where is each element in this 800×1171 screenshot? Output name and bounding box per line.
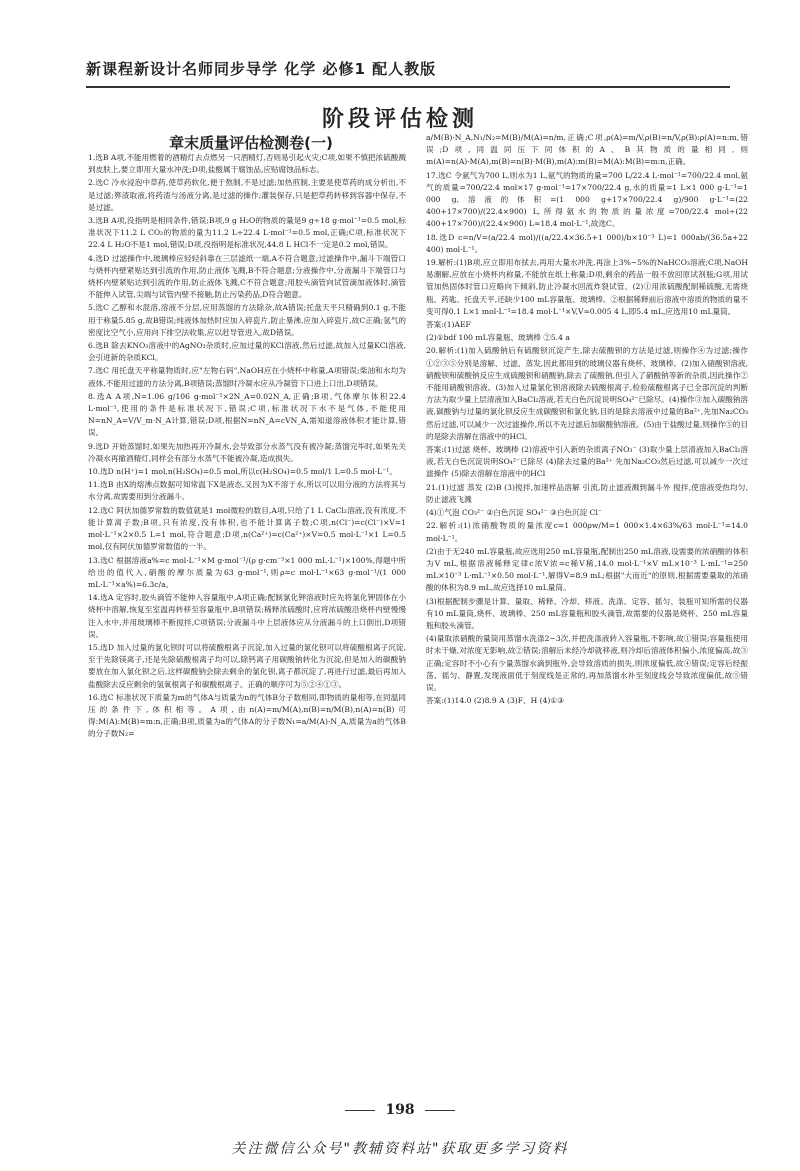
answer-item: a/M(B)·N_A,N₁/N₂=M(B)/M(A)=n/m,正确;C项,ρ(A)=m/V,ρ(B)=n/V,ρ(B):ρ(A)=n:m,错误;D项,同温同压下同体积的A、B其物质的量相同,则m(A)=n(A)·M(A),m(B)=n(B)·M(B),m(A):m(B)=M(A):M(B)=m:n,正确。 — [426, 133, 748, 167]
running-header: 新课程新设计名师同步导学 化学 必修1 配人教版 — [86, 52, 730, 88]
answer-item: 6.选B 除去KNO₃溶液中的AgNO₃杂质时,应加过量的KCl溶液,然后过滤,故加入过量KCl溶液,会引进新的杂质KCl。 — [88, 341, 406, 363]
answer-item: 11.选B 由X的熔沸点数据可知常温下X是液态,又因为X不溶于水,所以可以用分液的方法将其与水分离,故需要用到分液漏斗。 — [88, 480, 406, 502]
answer-item: 答案:(1)14.0 (2)8.9 A (3)F、H (4)①③ — [426, 696, 564, 706]
answer-item: 8.选A A项,N=1.06 g/106 g·mol⁻¹×2N_A=0.02N_A,正确;B项,气体摩尔体积22.4 L·mol⁻¹,使用的条件是标准状况下,错误;C项,标准状况下水不是气体,不能使用N=nN_A=V/V_m·N_A计算,错误;D项,根据N=nN_A=cVN_A,需知道溶液体积才能计算,错误。 — [88, 391, 406, 438]
answer-item: 5.选C 乙醇和水混溶,溶液不分层,应用蒸馏的方法除杂,故A错误;托盘天平只精确到0.1 g,不能用于称量5.85 g,故B错误;纯液体加热时应加入碎瓷片,防止暴沸,应加入碎瓷片,故C正确;氢气的密度比空气小,应用向下排空法收集,应以赶导管进入,故D错误。 — [88, 303, 406, 337]
left-column — [88, 152, 406, 1092]
answer-item: 4.选D 过滤操作中,玻璃棒应轻轻斜靠在三层滤纸一端,A不符合题意;过滤操作中,漏斗下端管口与烧杯内壁紧贴达到引流的作用,防止液体飞溅,B不符合题意;分液操作中,分液漏斗下端管口与烧杯内壁紧贴达到引流的作用,防止液体飞溅,C不符合题意;用胶头滴管向试管滴加液体时,滴管不能伸入试管,尖端与试管内壁不接触,防止污染药品,D符合题意。 — [88, 253, 406, 300]
answer-item: 21.(1)过滤 蒸发 (2)B (3)搅拌,加速样品溶解 引流,防止滤液溅到漏斗外 搅拌,使溶液受热均匀,防止滤液飞溅 — [426, 482, 748, 504]
answer-item: 2.选C 冷水浸泡中草药,使草药软化,便于熬制,不是过滤;加热煎制,主要是使草药的成分析出,不是过滤;箅渣取液,将药渣与汤液分离,是过滤的操作;灌装保存,只是把草药转移到容器中保存,不是过滤。 — [88, 178, 406, 212]
answer-item: 20.解析:(1)加入硫酸钠后有硫酸钡沉淀产生,除去硫酸钡的方法是过滤,则操作④为过滤;操作①②③⑤分别是溶解、过滤、蒸发,因此都用到的玻璃仪器有烧杯、玻璃棒。(2)加入硝酸钡溶液,硝酸钡和硫酸钠反应生成硫酸钡和硝酸钠,除去了硫酸钠,但引入了硝酸钠等新的杂质,因此操作②不能用硝酸钡溶液。(3)加入过量氯化钡溶液除去硫酸根离子,检验硫酸根离子已全部沉淀的判断方法为取少量上层清液加入BaCl₂溶液,若无白色沉淀说明SO₄²⁻已除尽。(4)操作③加入碳酸钠溶液,碳酸钠与过量的氯化钡反应生成碳酸钡和氯化钠,目的是除去溶液中过量的Ba²⁺,先加Na₂CO₃然后过滤,可以减少一次过滤操作,所以不先过滤后加碳酸钠溶液。(5)由于盐酸过量,则操作⑤的目的是除去溶解在溶液中的HCl。 — [426, 346, 748, 441]
answer-item: 3.选B A项,没指明是相同条件,错误;B项,9 g H₂O的物质的量是9 g÷18 g·mol⁻¹=0.5 mol,标准状况下11.2 L CO₂的物质的量为11.2 L÷22.4 L·mol⁻¹=0.5 mol,正确;C项,标准状况下22.4 L H₂O不是1 mol,错误;D项,没指明是标准状况,44.8 L HCl不一定是0.2 mol,错误。 — [88, 216, 406, 250]
answer-item: 9.选D 开始蒸馏时,如果先加热再开冷凝水,会导致部分水蒸气没有被冷凝;蒸馏完毕时,如果先关冷凝水再撤酒精灯,同样会有部分水蒸气不能被冷凝,造成损失。 — [88, 441, 406, 463]
answer-item: 答案:(1)AEF — [426, 320, 471, 330]
answer-item: (2)①bdf 100 mL容量瓶、玻璃棒 ②5.4 a — [426, 333, 570, 343]
answer-item: 15.选D 加入过量的氯化钡时可以将硫酸根离子沉淀,加入过量的氯化钡可以将硫酸根离子沉淀,至于先除镁离子,还是先除硫酸根离子均可以,除钙离子用碳酸钠转化为沉淀,但是加入的碳酸钠要放在加入氯化钡之后,这样碳酸钠会除去剩余的氯化钡,离子都沉淀了,再进行过滤,最后再加入盐酸除去反应剩余的氢氧根离子和碳酸根离子。正确的顺序可为⑤②④①③。 — [88, 642, 406, 689]
answer-item: 16.选C 标准状况下质量为m的气体A与质量为n的气体B分子数相同,即物质的量相等,在同温同压的条件下,体积相等。A项,由n(A)=m/M(A),n(B)=n/M(B),n(A)=n(B)可得:M(A):M(B)=m:n,正确;B项,质量为a的气体A的分子数N₁=a/M(A)·N_A,质量为a的气体B的分子数N₂= — [88, 692, 406, 739]
answer-item: 1.选B A项,不能用燃着的酒精灯去点燃另一只酒精灯,否则易引起火灾;C项,如果不慎把浓硫酸溅到皮肤上,要立即用大量水冲洗;D项,盐酸属于腐蚀品,应贴腐蚀品标志。 — [88, 153, 406, 175]
divider — [345, 1110, 375, 1111]
page-number — [0, 1102, 800, 1118]
answer-item: 12.选C 阿伏加德罗常数的数值就是1 mol微粒的数目,A项,只给了1 L CaCl₂溶液,没有浓度,不能计算离子数;B项,只有浓度,没有体积,也不能计算离子数;C项,n(Cl⁻)=c(Cl⁻)×V=1 mol·L⁻¹×2×0.5 L=1 mol,符合题意;D项,n(Ca²⁺)=c(Ca²⁺)×V=0.5 mol·L⁻¹×1 L=0.5 mol,仅有阿伏加德罗常数值的一半。 — [88, 505, 406, 552]
answer-item: 10.选D n(H⁺)=1 mol,n(H₂SO₄)=0.5 mol,所以c(H₂SO₄)=0.5 mol/1 L=0.5 mol·L⁻¹。 — [88, 467, 397, 477]
footer-note: 关注微信公众号"教辅资料站"获取更多学习资料 — [231, 1141, 569, 1157]
answer-item: 18.选D c=n/V=(a/22.4 mol)/((a/22.4×36.5+1 000)/b×10⁻³ L)=1 000ab/(36.5a+22 400) mol·L⁻¹。 — [426, 232, 748, 254]
answer-item: (4)量取浓硝酸的量筒用蒸馏水洗涤2~3次,并把洗涤液转入容量瓶,不影响,故①错误;容量瓶使用时未干燥,对浓度无影响,故②错误;溶解后未经冷却就移液,则冷却后溶液体积偏小,浓度偏高,故③正确;定容时不小心有少量蒸馏水滴到瓶外,会导致溶质的损失,则浓度偏低,故④错误;定容后经振荡、摇匀、静置,发现液面低于刻度线是正常的,再加蒸馏水补至刻度线会导致浓度偏低,故⑤错误。 — [426, 634, 748, 692]
page-number-text: 198 — [385, 1102, 415, 1118]
answer-item: 19.解析:(1)B项,应立即用布拭去,再用大量水冲洗,再涂上3%~5%的NaHCO₃溶液;C项,NaOH易潮解,应放在小烧杯内称量,不能放在纸上称量;D项,剩余的药品一般不放回原试剂瓶;G项,用试管加热固体时管口应略向下倾斜,防止冷凝水回流炸裂试管。(2)①用浓硫酸配制稀硫酸,无需烧瓶、药匙、托盘天平,还缺少100 mL容量瓶、玻璃棒。②根据稀释前后溶液中溶质的物质的量不变可得0.1 L×1 mol·L⁻¹=18.4 mol·L⁻¹×V,V≈0.005 4 L,即5.4 mL,应选用10 mL量筒。 — [426, 258, 748, 316]
answer-item: 7.选C 用托盘天平称量物质时,应"左物右码",NaOH应在小烧杯中称量,A项错误;柴油和水均为液体,不能用过滤的方法分离,B项错误;蒸馏时冷凝水应从冷凝管下口进上口出,D项错误。 — [88, 366, 406, 388]
answer-item: 22.解析:(1)浓硝酸物质的量浓度c=1 000ρw/M=1 000×1.4×63%/63 mol·L⁻¹=14.0 mol·L⁻¹。 — [426, 521, 748, 543]
answer-item: (3)根据配制步骤是计算、量取、稀释、冷却、移液、洗涤、定容、摇匀、装瓶可知所需的仪器有10 mL量筒,烧杯、玻璃棒、250 mL容量瓶和胶头滴管,故需要的仪器是烧杯、250 mL容量瓶和胶头滴管。 — [426, 596, 748, 630]
right-column — [426, 132, 748, 1092]
answer-item: (4)①气泡 CO₃²⁻ ②白色沉淀 SO₄²⁻ ③白色沉淀 Cl⁻ — [426, 508, 602, 518]
section-title: 章末质量评估检测卷(一) — [169, 134, 333, 152]
divider — [425, 1110, 455, 1111]
answer-item: 14.选A 定容时,胶头滴管不能伸入容量瓶中,A项正确;配制氯化钾溶液时应先将氯化钾固体在小烧杯中溶解,恢复至室温再转移至容量瓶中,B项错误;稀释浓硫酸时,应将浓硫酸沿烧杯内壁慢慢注入水中,并用玻璃棒不断搅拌,C项错误;分液漏斗中上层液体应从分液漏斗的上口倒出,D项错误。 — [88, 593, 406, 639]
answer-item: 答案:(1)过滤 烧杯、玻璃棒 (2)溶液中引入新的杂质离子NO₃⁻ (3)取少量上层清液加入BaCl₂溶液,若无白色沉淀说明SO₄²⁻已除尽 (4)除去过量的Ba²⁺ 先加Na₂CO₃然后过滤,可以减少一次过滤操作 (5)除去溶解在溶液中的HCl — [426, 445, 748, 479]
answer-item: (2)由于无240 mL容量瓶,故应选用250 mL容量瓶,配制出250 mL溶液,设需要的浓硝酸的体积为V mL,根据溶液稀释定律c浓V浓=c稀V稀,14.0 mol·L⁻¹×V mL×10⁻³ L·mL⁻¹=250 mL×10⁻³ L·mL⁻¹×0.50 mol·L⁻¹,解得V=8.9 mL;根据"大而近"的原则,根据需要量取的浓硝酸的体积为8.9 mL,故应选择10 mL量筒。 — [426, 546, 748, 593]
answer-item: 13.选C 根据溶液a%=c mol·L⁻¹×M g·mol⁻¹/(ρ g·cm⁻³×1 000 mL·L⁻¹)×100%,得题中所给出的值代入,硝酸的摩尔质量为63 g·mol⁻¹,则ρ=c mol·L⁻¹×63 g·mol⁻¹/(1 000 mL·L⁻¹×a%)=6.3c/a。 — [88, 555, 406, 589]
answer-item: 17.选C 令氨气为700 L,则水为1 L,氨气的物质的量=700 L/22.4 L·mol⁻¹=700/22.4 mol,氨气的质量=700/22.4 mol×17 g·mol⁻¹=17×700/22.4 g,水的质量=1 L×1 000 g·L⁻¹=1 000 g,溶液的体积=(1 000 g+17×700/22.4 g)/900 g·L⁻¹=(22 400+17×700)/(22.4×900) L,所得氨水的物质的量浓度=700/22.4 mol÷(22 400+17×700)/(22.4×900) L≈18.4 mol·L⁻¹,故选C。 — [426, 170, 748, 229]
page-title: 阶段评估检测 — [321, 107, 478, 132]
